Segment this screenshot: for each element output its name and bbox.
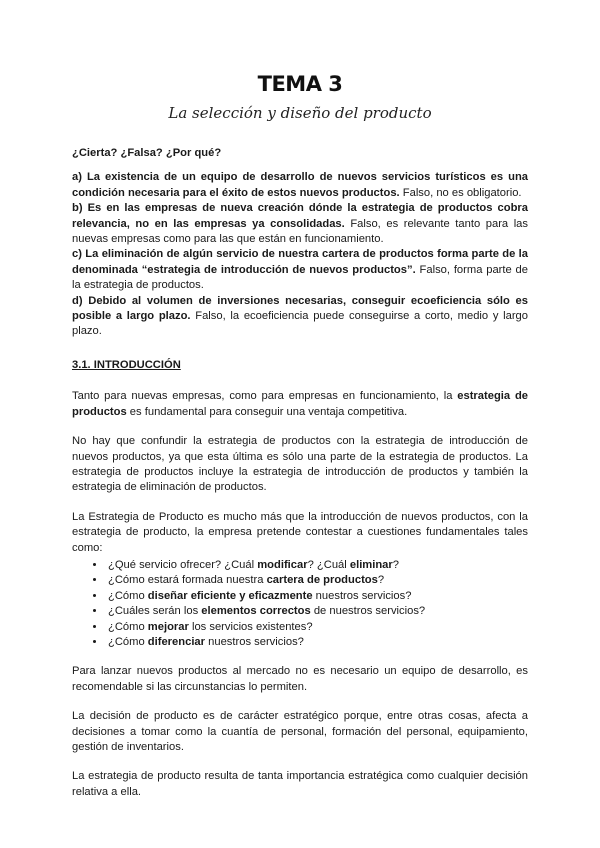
list-item: • ¿Cómo estará formada nuestra cartera de productos? bbox=[106, 573, 528, 588]
list-item: • ¿Cómo diseñar eficiente y eficazmente nuestros servicios? bbox=[106, 589, 528, 604]
list-item: • ¿Qué servicio ofrecer? ¿Cuál modificar? ¿Cuál eliminar? bbox=[106, 558, 528, 573]
page-subtitle: La selección y diseño del producto bbox=[168, 104, 432, 122]
paragraph-2: No hay que confundir la estrategia de productos con la estrategia de introducción de nuevos productos, ya que esta última es sólo una parte de la estrategia de productos. La estrategia de productos incluye la estrategia de introducción de productos y también la estrategia de eliminación de productos. bbox=[72, 435, 528, 494]
document-body bbox=[72, 146, 528, 800]
list-item: • ¿Cómo diferenciar nuestros servicios? bbox=[106, 635, 528, 650]
paragraph-3: La Estrategia de Producto es mucho más que la introducción de nuevos productos, con la estrategia de producto, la empresa pretende contestar a cuestiones fundamentales tales como: bbox=[72, 510, 528, 554]
page-title: TEMA 3 bbox=[257, 72, 343, 96]
quiz-item-c: c) La eliminación de algún servicio de nuestra cartera de productos forma parte de la denominada “estrategia de introducción de nuevos productos”. Falso, forma parte de la estrategia de productos. bbox=[72, 248, 528, 292]
list-item: • ¿Cuáles serán los elementos correctos de nuestros servicios? bbox=[106, 604, 528, 619]
list-item: • ¿Cómo mejorar los servicios existentes? bbox=[106, 620, 528, 635]
section-heading: 3.1. INTRODUCCIÓN bbox=[72, 358, 181, 371]
bullet-list bbox=[72, 558, 528, 650]
quiz-heading: ¿Cierta? ¿Falsa? ¿Por qué? bbox=[72, 147, 222, 159]
paragraph-1: Tanto para nuevas empresas, como para empresas en funcionamiento, la estrategia de productos es fundamental para conseguir una ventaja competitiva. bbox=[72, 390, 528, 418]
paragraph-5: La decisión de producto es de carácter estratégico porque, entre otras cosas, afecta a decisiones a tomar como la cuantía de personal, formación del personal, equipamiento, gestión de inventarios. bbox=[72, 710, 528, 753]
paragraph-4: Para lanzar nuevos productos al mercado no es necesario un equipo de desarrollo, es recomendable si las circunstancias lo permiten. bbox=[72, 665, 528, 693]
quiz-item-d: d) Debido al volumen de inversiones necesarias, conseguir ecoeficiencia sólo es posible a largo plazo. Falso, la ecoeficiencia puede conseguirse a corto, medio y largo plazo. bbox=[72, 294, 528, 338]
quiz-item-a: a) La existencia de un equipo de desarrollo de nuevos servicios turísticos es una condición necesaria para el éxito de estos nuevos productos. Falso, no es obligatorio. bbox=[72, 171, 528, 199]
quiz-item-b: b) Es en las empresas de nueva creación dónde la estrategia de productos cobra relevancia, no en las empresas ya consolidadas. Falso, es relevante tanto para las nuevas empresas como para las que están en funcionamiento. bbox=[72, 202, 528, 246]
paragraph-6: La estrategia de producto resulta de tanta importancia estratégica como cualquier decisión relativa a ella. bbox=[72, 770, 528, 798]
